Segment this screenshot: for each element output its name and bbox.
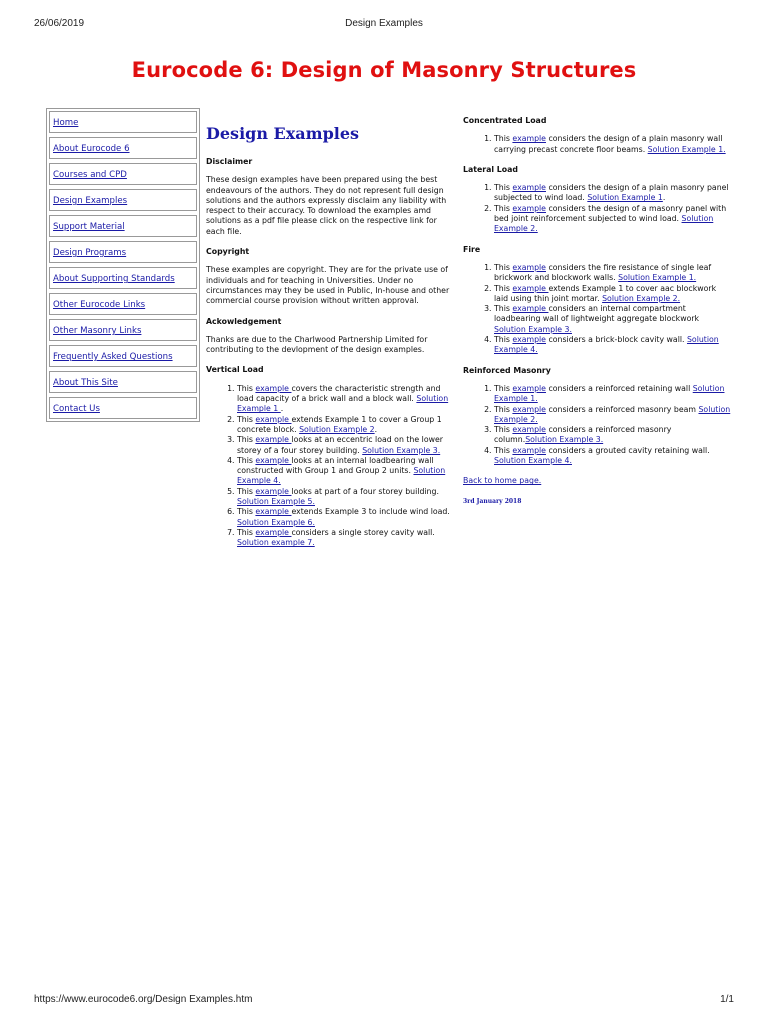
list-item bbox=[237, 528, 456, 549]
example-link[interactable]: example bbox=[512, 425, 546, 435]
item-text-prefix: This bbox=[237, 435, 256, 445]
example-link[interactable]: example bbox=[255, 435, 292, 445]
solution-link[interactable]: Solution Example 3. bbox=[525, 435, 604, 445]
solution-link[interactable]: Solution example 7. bbox=[237, 538, 315, 548]
print-date: 26/06/2019 bbox=[34, 18, 85, 29]
list-item bbox=[237, 456, 456, 487]
print-url: https://www.eurocode6.org/Design Examples.htm bbox=[34, 994, 253, 1005]
solution-link[interactable]: Solution Example 1. bbox=[494, 383, 725, 404]
nav-item-other-eurocode-links[interactable]: Other Eurocode Links bbox=[49, 293, 197, 315]
list-item bbox=[494, 384, 731, 405]
item-description: extends Example 1 to cover aac blockwork laid using thin joint mortar. bbox=[494, 283, 717, 303]
item-description: considers a grouted cavity retaining wall. bbox=[545, 445, 710, 455]
list-item bbox=[237, 384, 456, 415]
item-description: considers the fire resistance of single leaf brickwork and blockwork walls. bbox=[494, 262, 712, 283]
item-text-prefix: This bbox=[237, 383, 256, 393]
example-link[interactable]: example bbox=[512, 262, 546, 272]
item-description: considers a reinforced masonry beam bbox=[545, 404, 699, 414]
solution-link[interactable]: Solution Example 3. bbox=[362, 445, 441, 455]
print-footer bbox=[34, 994, 734, 1008]
item-description: looks at an internal loadbearing wall constructed with Group 1 and Group 2 units. bbox=[237, 455, 434, 476]
section-heading-concentrated-load: Concentrated Load bbox=[463, 116, 547, 125]
left-sections bbox=[206, 365, 456, 548]
list-item bbox=[237, 435, 456, 456]
example-link[interactable]: example bbox=[255, 507, 292, 517]
list-item bbox=[237, 507, 456, 528]
item-text-prefix: This bbox=[494, 203, 513, 213]
solution-link[interactable]: Solution Example 5. bbox=[237, 497, 315, 507]
nav-item-other-masonry-links[interactable]: Other Masonry Links bbox=[49, 319, 197, 341]
nav-item-design-examples[interactable]: Design Examples bbox=[49, 189, 197, 211]
list-item bbox=[494, 263, 731, 284]
nav-item-about-eurocode-6[interactable]: About Eurocode 6 bbox=[49, 137, 197, 159]
item-text-prefix: This bbox=[237, 527, 256, 537]
disclaimer-heading: Disclaimer bbox=[206, 157, 253, 166]
example-link[interactable]: example bbox=[255, 527, 292, 537]
site-banner: Eurocode 6: Design of Masonry Structures bbox=[131, 58, 637, 82]
solution-link[interactable]: Solution Example 4. bbox=[494, 335, 719, 355]
item-description: considers a reinforced masonry column. bbox=[494, 425, 672, 445]
solution-link[interactable]: Solution Example 1. bbox=[647, 144, 726, 154]
sidebar-nav bbox=[46, 108, 200, 422]
list-item bbox=[494, 425, 731, 446]
example-list-lateral-load bbox=[463, 183, 731, 234]
solution-link[interactable]: Solution Example 1 bbox=[237, 394, 449, 414]
item-description: considers the design of a plain masonry panel subjected to wind load. bbox=[494, 183, 729, 203]
item-text-prefix: This bbox=[494, 183, 513, 193]
nav-item-contact-us[interactable]: Contact Us bbox=[49, 397, 197, 419]
example-link[interactable]: example bbox=[255, 383, 292, 393]
solution-link[interactable]: Solution Example 2 bbox=[299, 424, 375, 434]
example-link[interactable]: example bbox=[512, 383, 546, 393]
disclaimer-text: These design examples have been prepared using the best endeavours of the authors. They do not represent full design solutions and the authors expressly disclaim any liability with respect to their accuracy. To download the examples amd solutions as a pdf file please click on the respective link for each file. bbox=[206, 175, 447, 236]
nav-item-courses-and-cpd[interactable]: Courses and CPD bbox=[49, 163, 197, 185]
acknowledgement-heading: Ackowledgement bbox=[206, 316, 282, 326]
item-text-prefix: This bbox=[494, 425, 513, 435]
example-link[interactable]: example bbox=[255, 486, 292, 496]
list-item bbox=[237, 487, 456, 508]
example-link[interactable]: example bbox=[512, 404, 546, 414]
list-item bbox=[494, 304, 731, 335]
list-item bbox=[494, 284, 731, 305]
item-description: extends Example 1 to cover a Group 1 concrete block. bbox=[237, 414, 442, 434]
solution-link[interactable]: Solution Example 2. bbox=[602, 293, 681, 303]
list-item bbox=[494, 183, 731, 204]
example-link[interactable]: example bbox=[512, 304, 549, 314]
item-text-prefix: This bbox=[237, 414, 256, 424]
example-list-fire bbox=[463, 263, 731, 356]
content-right-column bbox=[463, 116, 731, 507]
back-to-home-link[interactable]: Back to home page. bbox=[463, 476, 542, 486]
item-text-prefix: This bbox=[494, 134, 513, 144]
copyright-text: These examples are copyright. They are for the private use of individuals and for teaching in Universities. Under no circumstances may they be used in Public, In-house and other commercial course provision without written approval. bbox=[206, 265, 450, 306]
item-text-suffix: . bbox=[662, 193, 666, 203]
example-link[interactable]: example bbox=[512, 203, 546, 213]
nav-item-about-this-site[interactable]: About This Site bbox=[49, 371, 197, 393]
solution-link[interactable]: Solution Example 4. bbox=[237, 466, 446, 486]
item-description: extends Example 3 to include wind load. bbox=[291, 507, 450, 517]
example-link[interactable]: example bbox=[255, 455, 292, 465]
page-title: Design Examples bbox=[206, 124, 360, 143]
item-text-prefix: This bbox=[494, 304, 513, 314]
solution-link[interactable]: Solution Example 3. bbox=[494, 324, 572, 334]
item-description: looks at an eccentric load on the lower storey of a four storey building. bbox=[237, 435, 443, 455]
example-link[interactable]: example bbox=[512, 134, 546, 144]
print-header bbox=[34, 18, 734, 32]
acknowledgement-text: Thanks are due to the Charlwood Partnership Limited for contributing to the devlopment of the design examples. bbox=[206, 334, 428, 355]
solution-link[interactable]: Solution Example 6. bbox=[237, 517, 315, 527]
nav-item-about-supporting-standards[interactable]: About Supporting Standards bbox=[49, 267, 197, 289]
nav-item-design-programs[interactable]: Design Programs bbox=[49, 241, 197, 263]
item-text-prefix: This bbox=[494, 283, 513, 293]
print-page-number: 1/1 bbox=[720, 994, 734, 1005]
item-text-prefix: This bbox=[237, 486, 256, 496]
solution-link[interactable]: Solution Example 2. bbox=[494, 404, 731, 424]
nav-item-support-material[interactable]: Support Material bbox=[49, 215, 197, 237]
solution-link[interactable]: Solution Example 4. bbox=[494, 456, 572, 466]
solution-link[interactable]: Solution Example 1 bbox=[587, 193, 663, 203]
item-description: considers the design of a plain masonry wall carrying precast concrete floor beams. bbox=[494, 134, 723, 154]
list-item bbox=[237, 415, 456, 436]
list-item bbox=[494, 446, 731, 467]
example-link[interactable]: example bbox=[512, 183, 546, 193]
right-sections bbox=[463, 116, 731, 466]
item-text-suffix: . bbox=[280, 404, 284, 414]
item-text-prefix: This bbox=[494, 404, 513, 414]
example-link[interactable]: example bbox=[512, 445, 546, 455]
solution-link[interactable]: Solution Example 2. bbox=[494, 214, 714, 234]
item-text-prefix: This bbox=[494, 445, 513, 455]
item-text-suffix: . bbox=[374, 424, 378, 434]
item-description: considers a brick-block cavity wall. bbox=[545, 335, 687, 345]
item-text-prefix: This bbox=[494, 335, 513, 345]
last-updated: 3rd January 2018 bbox=[463, 497, 522, 505]
item-description: considers the design of a masonry panel with bed joint reinforcement subjected to wind load. bbox=[494, 203, 727, 224]
item-description: considers an internal compartment loadbearing wall of lightweight aggregate blockwork bbox=[494, 304, 700, 324]
item-text-prefix: This bbox=[494, 262, 513, 272]
solution-link[interactable]: Solution Example 1. bbox=[618, 273, 697, 283]
item-description: covers the characteristic strength and load capacity of a brick wall and a block wall. bbox=[237, 383, 441, 404]
example-link[interactable]: example bbox=[512, 283, 549, 293]
nav-item-home[interactable]: Home bbox=[49, 111, 197, 133]
list-item bbox=[494, 134, 731, 155]
item-text-prefix: This bbox=[237, 507, 256, 517]
section-heading-fire: Fire bbox=[463, 244, 481, 254]
section-heading-vertical-load: Vertical Load bbox=[206, 365, 264, 375]
print-title: Design Examples bbox=[345, 18, 423, 29]
list-item bbox=[494, 204, 731, 235]
example-list-reinforced-masonry bbox=[463, 384, 731, 466]
item-description: considers a single storey cavity wall. bbox=[291, 527, 435, 537]
example-link[interactable]: example bbox=[512, 335, 546, 345]
item-text-prefix: This bbox=[494, 383, 513, 393]
example-list-concentrated-load bbox=[463, 134, 731, 155]
nav-item-frequently-asked-questions[interactable]: Frequently Asked Questions bbox=[49, 345, 197, 367]
item-text-prefix: This bbox=[237, 455, 256, 465]
list-item bbox=[494, 405, 731, 426]
item-description: looks at part of a four storey building. bbox=[291, 486, 439, 496]
content-left-column bbox=[206, 124, 456, 559]
example-link[interactable]: example bbox=[255, 414, 292, 424]
item-description: considers a reinforced retaining wall bbox=[545, 383, 693, 393]
example-list-vertical-load bbox=[206, 384, 456, 549]
section-heading-reinforced-masonry: Reinforced Masonry bbox=[463, 365, 551, 375]
list-item bbox=[494, 335, 731, 356]
copyright-heading: Copyright bbox=[206, 247, 250, 257]
section-heading-lateral-load: Lateral Load bbox=[463, 164, 518, 174]
